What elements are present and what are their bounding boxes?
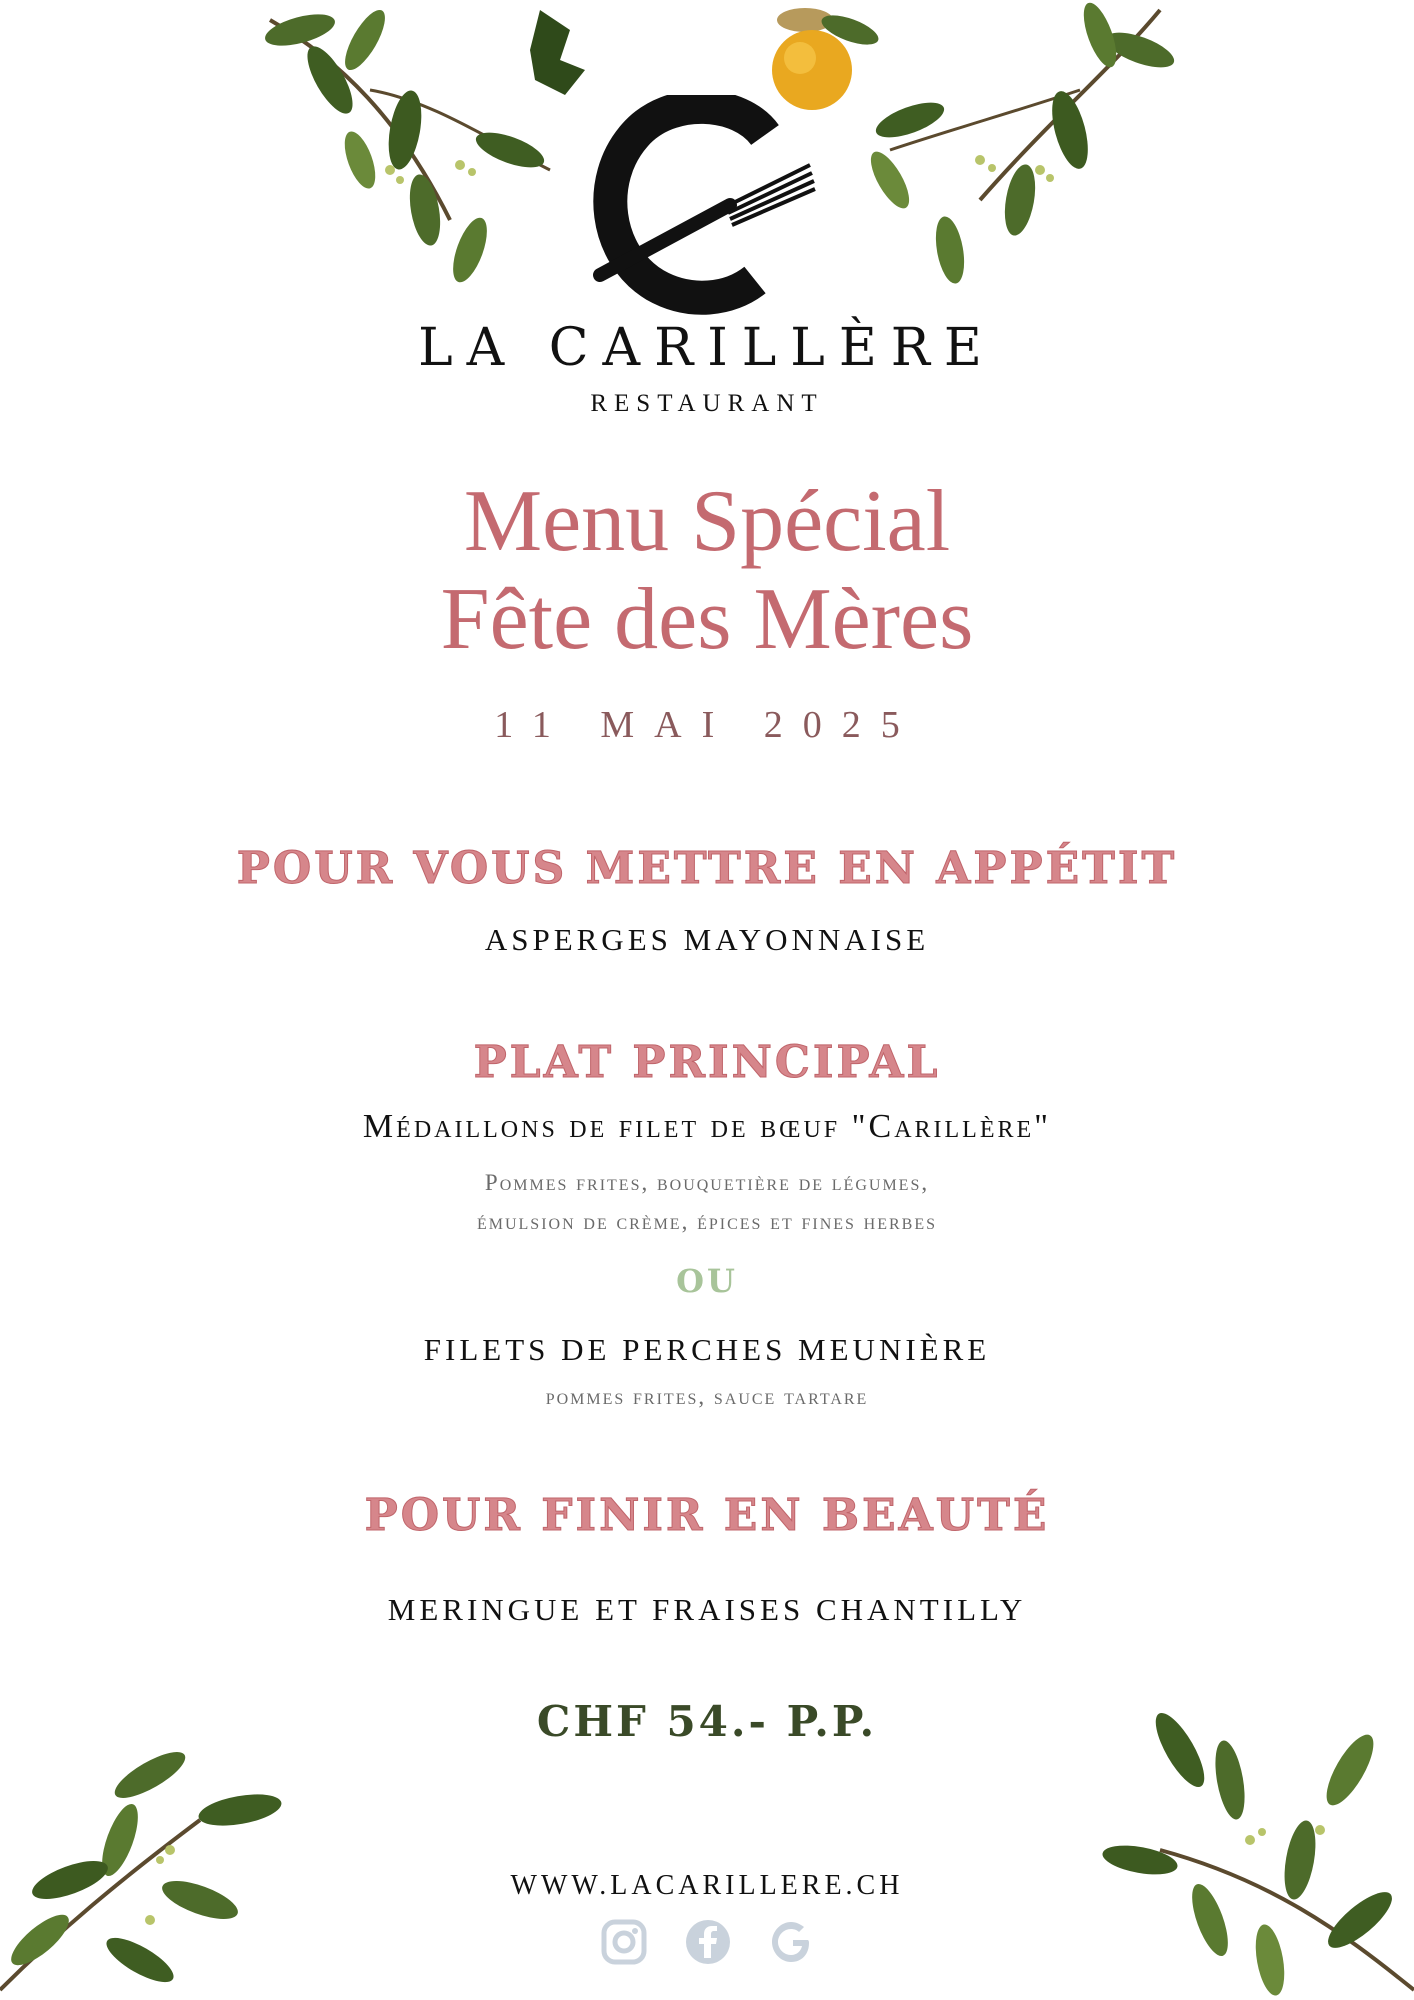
google-icon[interactable] (768, 1918, 816, 1966)
section-heading-main-course: PLAT PRINCIPAL (473, 1037, 941, 1088)
event-date: 11 MAI 2025 (494, 704, 920, 746)
dish-main-beef-description-line-1: Pommes frites, bouquetière de légumes, (484, 1170, 930, 1195)
foliage-top-right (830, 0, 1180, 320)
menu-title-line-2: Fête des Mères (440, 571, 974, 668)
brand-name: LA CARILLÈRE (418, 318, 996, 378)
restaurant-logo (560, 95, 820, 315)
foliage-bottom-left (0, 1730, 300, 2000)
instagram-icon[interactable] (600, 1918, 648, 1966)
or-separator: OU (676, 1262, 738, 1300)
facebook-icon[interactable] (684, 1918, 732, 1966)
brand-subtitle: RESTAURANT (590, 390, 824, 417)
dish-starter: ASPERGES MAYONNAISE (484, 922, 930, 957)
section-heading-starter: POUR VOUS METTRE EN APPÉTIT (236, 843, 1178, 894)
dish-main-beef-description-line-2: émulsion de crème, épices et fines herbes (476, 1209, 938, 1234)
menu-price: CHF 54.- P.P. (536, 1697, 878, 1746)
dish-dessert: MERINGUE ET FRAISES CHANTILLY (387, 1592, 1027, 1627)
menu-title-line-1: Menu Spécial (463, 473, 951, 570)
dish-main-perch-description: pommes frites, sauce tartare (545, 1384, 869, 1409)
dish-main-beef: Médaillons de filet de bœuf "Carillère" (362, 1108, 1052, 1145)
dish-main-perch: FILETS DE PERCHES MEUNIÈRE (423, 1332, 991, 1367)
section-heading-dessert: POUR FINIR EN BEAUTÉ (364, 1490, 1050, 1541)
website-link[interactable]: WWW.LACARILLERE.CH (510, 1870, 904, 1901)
foliage-bottom-right (1100, 1690, 1414, 2000)
